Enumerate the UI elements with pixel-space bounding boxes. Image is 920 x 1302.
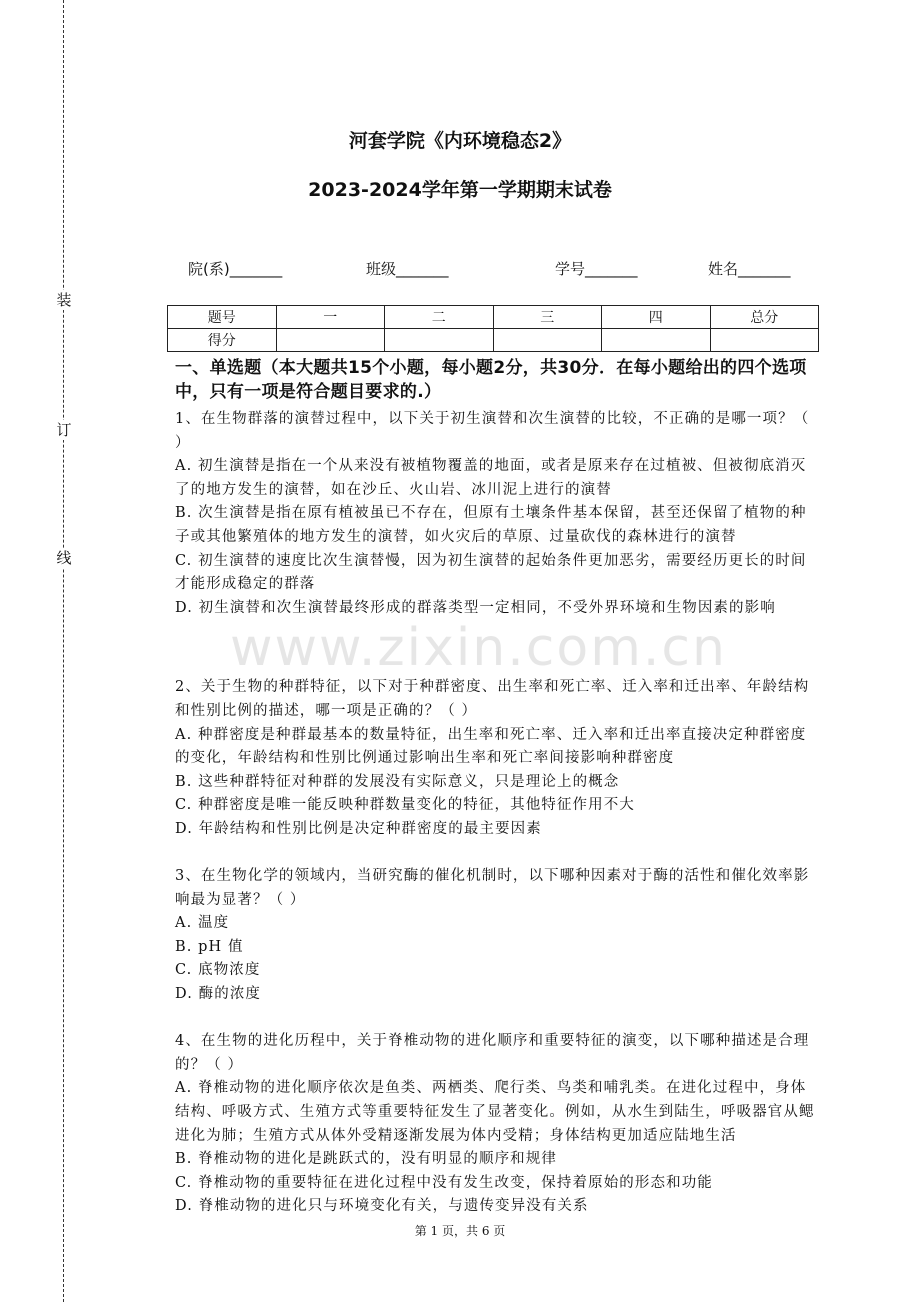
header-cell: 三 (493, 306, 602, 329)
answer-option: B. pH 值 (175, 938, 244, 955)
score-row (168, 329, 819, 352)
exam-subtitle: 2023-2024学年第一学期期末试卷 (308, 179, 612, 201)
question (175, 865, 820, 1007)
score-cell (385, 329, 494, 352)
score-cell (710, 329, 819, 352)
score-cell (602, 329, 711, 352)
score-table-header (168, 306, 819, 329)
question-stem: 3、在生物化学的领域内，当研究酶的催化机制时，以下哪种因素对于酶的活性和催化效率影响最为显著？（ ） (175, 868, 810, 908)
score-row-label: 得分 (168, 329, 277, 352)
answer-option: D. 酶的浓度 (175, 986, 262, 1003)
question-stem: 2、关于生物的种群特征，以下对于种群密度、出生率和死亡率、迁入率和迁出率、年龄结构和性别比例的描述，哪一项是正确的？（ ） (175, 679, 810, 719)
header-cell: 总分 (710, 306, 819, 329)
answer-option: B. 这些种群特征对种群的发展没有实际意义，只是理论上的概念 (175, 773, 620, 790)
question (175, 676, 820, 841)
score-table (167, 305, 819, 352)
score-cell (493, 329, 602, 352)
section-heading: 一、单选题（本大题共15个小题，每小题2分，共30分．在每小题给出的四个选项中，只有一项是符合题目要求的.） (175, 358, 807, 402)
department-field: 院(系)_______ (188, 260, 283, 278)
question-stem: 4、在生物的进化历程中，关于脊椎动物的进化顺序和重要特征的演变，以下哪种描述是合理的？（ ） (175, 1033, 810, 1073)
class-field: 班级_______ (366, 260, 449, 278)
name-field: 姓名_______ (708, 260, 791, 278)
exam-title: 河套学院《内环境稳态2》 (348, 130, 572, 152)
answer-option: B. 脊椎动物的进化是跳跃式的，没有明显的顺序和规律 (175, 1151, 557, 1168)
answer-option: A. 脊椎动物的进化顺序依次是鱼类、两栖类、爬行类、鸟类和哺乳类。在进化过程中，身体结构、呼吸方式、生殖方式等重要特征发生了显著变化。例如，从水生到陆生，呼吸器官从鳃进化为肺；生殖方式从体外受精逐渐发展为体内受精；身体结构更加适应陆地生活 (175, 1080, 815, 1144)
answer-option: C. 种群密度是唯一能反映种群数量变化的特征，其他特征作用不大 (175, 797, 635, 814)
page-footer: 第 1 页，共 6 页 (414, 1224, 506, 1238)
answer-option: C. 底物浓度 (175, 962, 261, 979)
answer-option: D. 脊椎动物的进化只与环境变化有关，与遗传变异没有关系 (175, 1198, 589, 1215)
content-flow (175, 356, 823, 1243)
student-id-field: 学号_______ (555, 260, 638, 278)
watermark: www.zixin.com.cn (230, 620, 727, 677)
question-stem: 1、在生物群落的演替过程中，以下关于初生演替和次生演替的比较，不正确的是哪一项？（ ） (175, 411, 810, 451)
answer-option: D. 年龄结构和性别比例是决定种群密度的最主要因素 (175, 820, 542, 837)
binding-mark-ding: 订 (54, 420, 74, 440)
header-cell: 题号 (168, 306, 277, 329)
answer-option: A. 初生演替是指在一个从来没有被植物覆盖的地面，或者是原来存在过植被、但被彻底消灭了的地方发生的演替，如在沙丘、火山岩、冰川泥上进行的演替 (175, 458, 807, 498)
binding-mark-zhuang: 装 (54, 290, 74, 310)
answer-option: B. 次生演替是指在原有植被虽已不存在，但原有土壤条件基本保留，甚至还保留了植物的种子或其他繁殖体的地方发生的演替，如火灾后的草原、过量砍伐的森林进行的演替 (175, 505, 807, 545)
question (175, 408, 820, 620)
questions (175, 408, 820, 1219)
answer-option: C. 初生演替的速度比次生演替慢，因为初生演替的起始条件更加恶劣，需要经历更长的时间才能形成稳定的群落 (175, 552, 807, 593)
answer-option: D. 初生演替和次生演替最终形成的群落类型一定相同，不受外界环境和生物因素的影响 (175, 599, 776, 616)
question (175, 1030, 820, 1219)
answer-option: C. 脊椎动物的重要特征在进化过程中没有发生改变，保持着原始的形态和功能 (175, 1174, 713, 1191)
score-cell (276, 329, 385, 352)
answer-option: A. 温度 (175, 915, 230, 932)
binding-mark-xian: 线 (54, 548, 74, 568)
header-cell: 二 (385, 306, 494, 329)
answer-option: A. 种群密度是种群最基本的数量特征，出生率和死亡率、迁入率和迁出率直接决定种群密度的变化，年龄结构和性别比例通过影响出生率和死亡率间接影响种群密度 (175, 726, 807, 767)
header-cell: 四 (602, 306, 711, 329)
header-cell: 一 (276, 306, 385, 329)
